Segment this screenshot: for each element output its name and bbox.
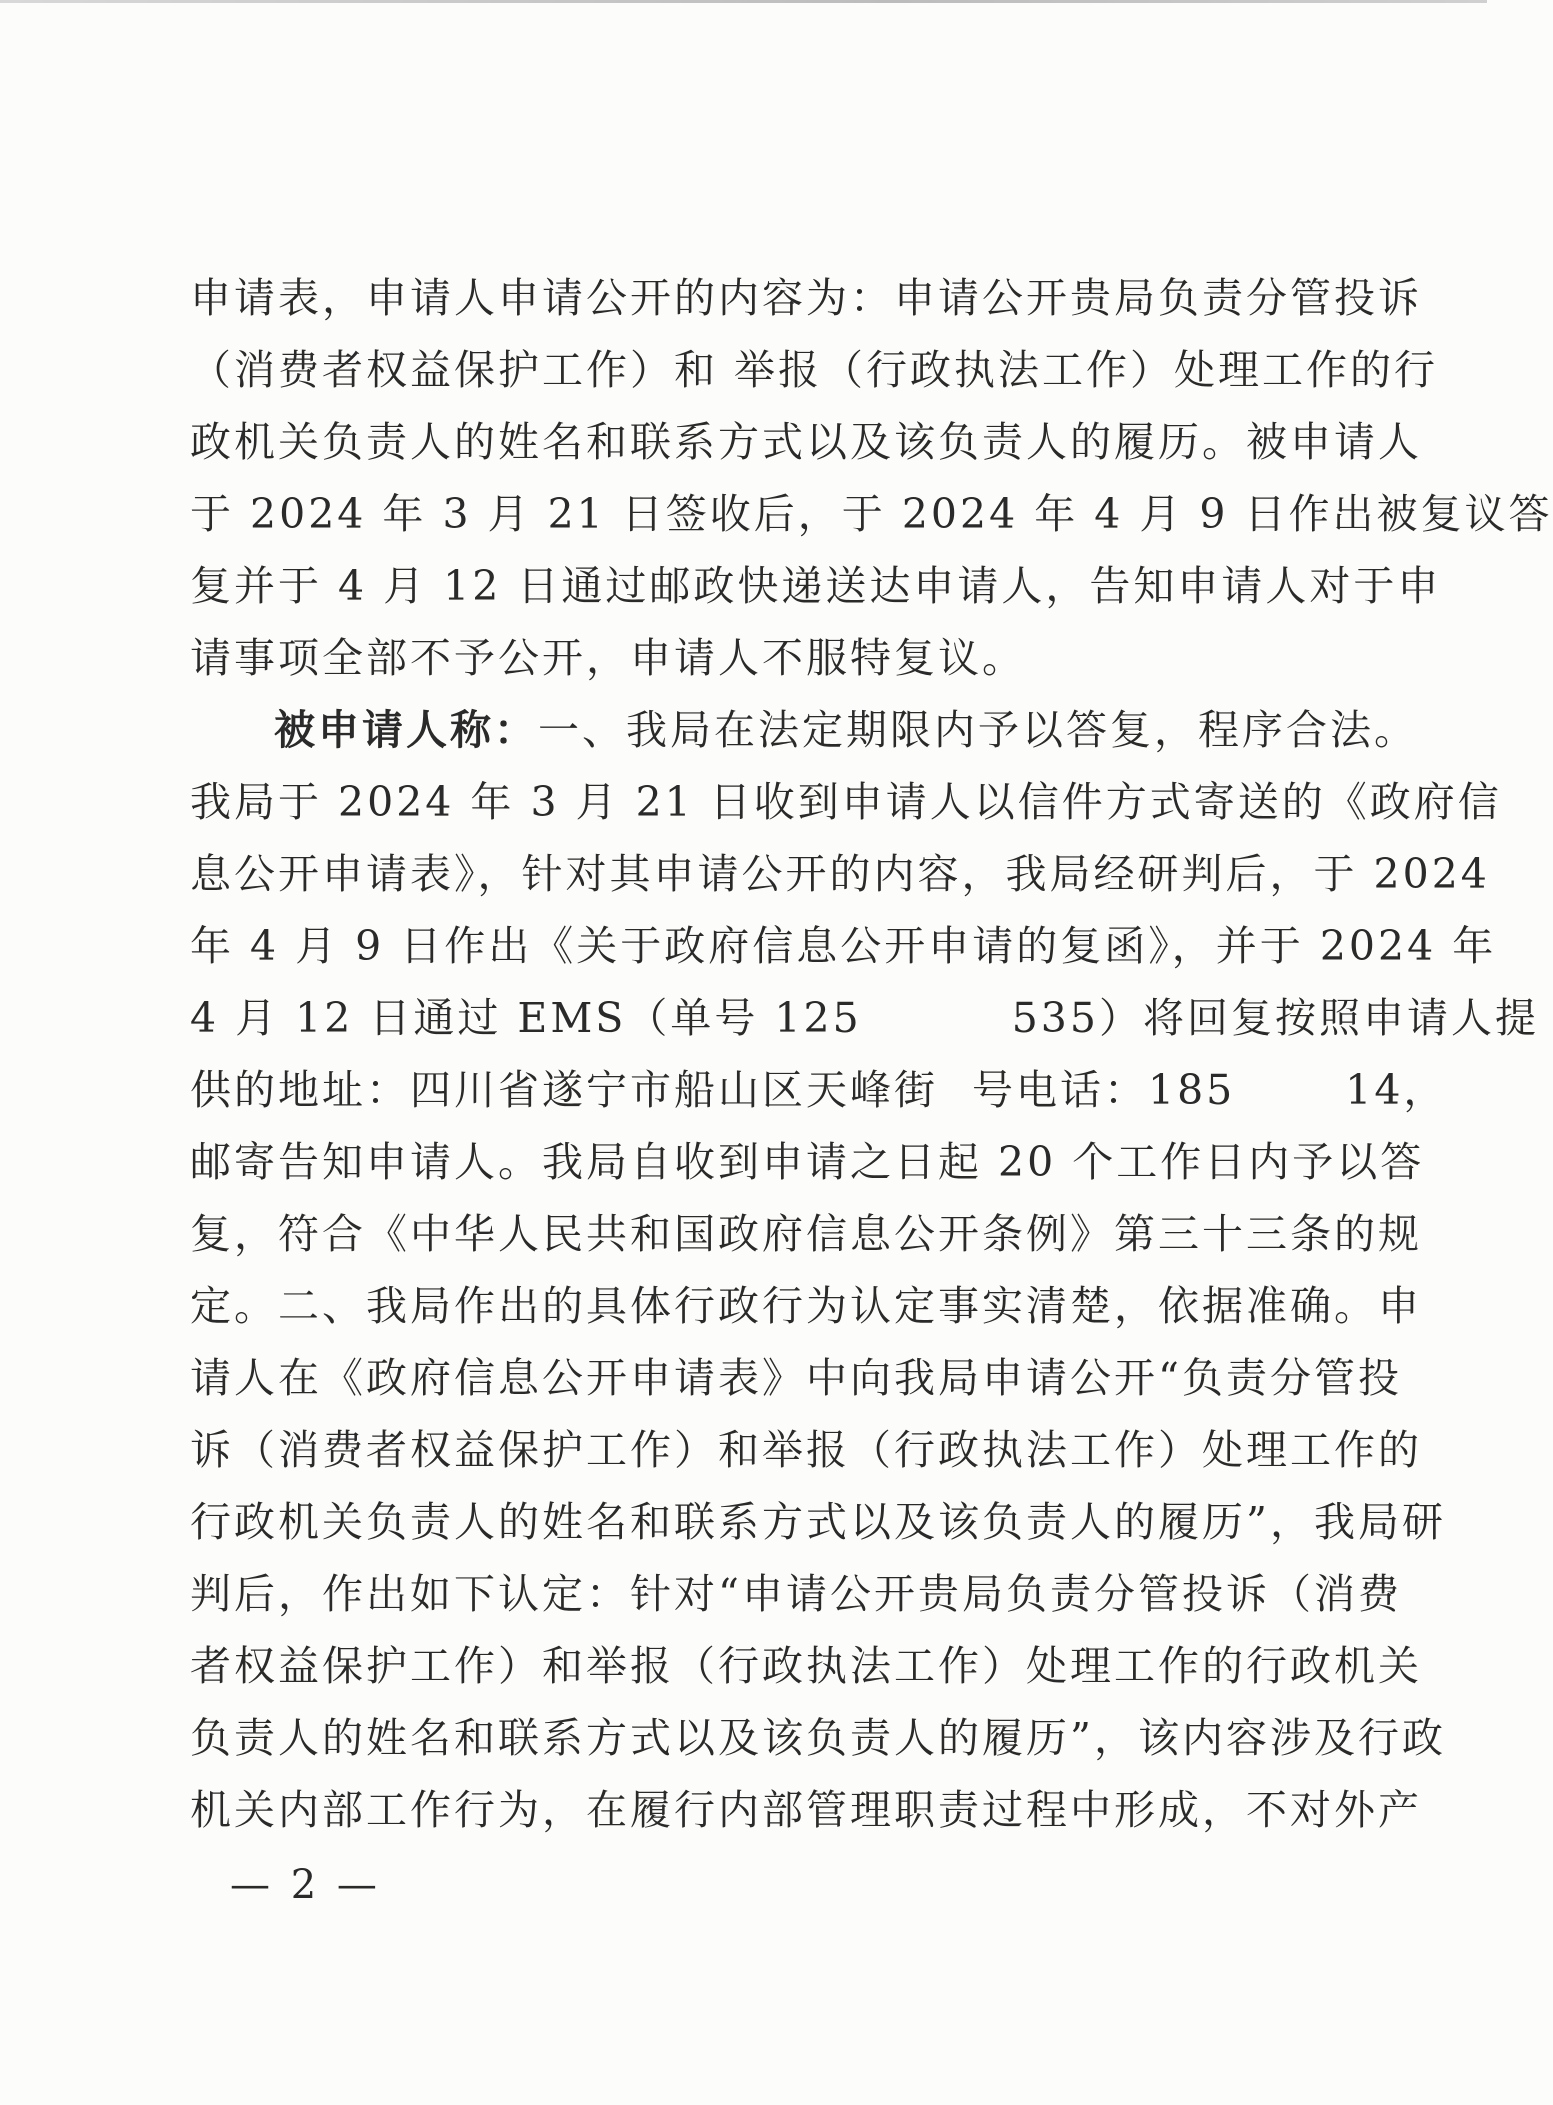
paragraph-2-line-5 <box>190 982 1539 1054</box>
paragraph-2-line-14: 者权益保护工作）和举报（行政执法工作）处理工作的行政机关 <box>190 1642 1422 1690</box>
paragraph-2-line-8: 复，符合《中华人民共和国政府信息公开条例》第三十三条的规 <box>190 1210 1422 1258</box>
paragraph-2-line-2: 我局于 2024 年 3 月 21 日收到申请人以信件方式寄送的《政府信 <box>190 778 1502 826</box>
respondent-statement-label: 被申请人称： <box>274 706 538 754</box>
phone-text-start: 号电话：185 <box>972 1066 1236 1114</box>
paragraph-2-line-1 <box>190 694 1418 766</box>
paragraph-2-line-13: 判后，作出如下认定：针对“申请公开贵局负责分管投诉（消费 <box>190 1570 1402 1618</box>
paragraph-2-line-6 <box>190 1054 1448 1126</box>
paragraph-1-line-6: 请事项全部不予公开，申请人不服特复议。 <box>190 634 1026 682</box>
ems-line-start: 4 月 12 日通过 EMS（单号 125 <box>190 994 862 1042</box>
paragraph-2-line-15: 负责人的姓名和联系方式以及该负责人的履历”，该内容涉及行政 <box>190 1714 1446 1762</box>
page-number: — 2 — <box>230 1862 381 1908</box>
ems-line-end: 535）将回复按照申请人提 <box>1011 994 1539 1042</box>
paragraph-2-line-16: 机关内部工作行为，在履行内部管理职责过程中形成，不对外产 <box>190 1786 1422 1834</box>
paragraph-2-line-9: 定。二、我局作出的具体行政行为认定事实清楚，依据准确。申 <box>190 1282 1422 1330</box>
paragraph-2-line-4: 年 4 月 9 日作出《关于政府信息公开申请的复函》，并于 2024 年 <box>190 922 1497 970</box>
paragraph-1-line-5: 复并于 4 月 12 日通过邮政快递送达申请人，告知申请人对于申 <box>190 562 1442 610</box>
top-edge-rule <box>0 0 1487 3</box>
paragraph-2-line-10: 请人在《政府信息公开申请表》中向我局申请公开“负责分管投 <box>190 1354 1402 1402</box>
paragraph-1-line-1: 申请表，申请人申请公开的内容为：申请公开贵局负责分管投诉 <box>190 274 1422 322</box>
paragraph-1-line-3: 政机关负责人的姓名和联系方式以及该负责人的履历。被申请人 <box>190 418 1422 466</box>
paragraph-1-line-2: （消费者权益保护工作）和 举报（行政执法工作）处理工作的行 <box>190 346 1439 394</box>
paragraph-2-line-12: 行政机关负责人的姓名和联系方式以及该负责人的履历”，我局研 <box>190 1498 1446 1546</box>
paragraph-1-line-4: 于 2024 年 3 月 21 日签收后，于 2024 年 4 月 9 日作出被复议答 <box>190 490 1553 538</box>
paragraph-2-line-7: 邮寄告知申请人。我局自收到申请之日起 20 个工作日内予以答 <box>190 1138 1425 1186</box>
paragraph-2-line-1-text: 一、我局在法定期限内予以答复，程序合法。 <box>538 706 1418 754</box>
phone-text-end: 14， <box>1345 1066 1448 1114</box>
address-text: 供的地址：四川省遂宁市船山区天峰街 <box>190 1066 938 1114</box>
document-body <box>190 262 1553 1846</box>
paragraph-2-line-3: 息公开申请表》，针对其申请公开的内容，我局经研判后，于 2024 <box>190 850 1490 898</box>
paragraph-2-line-11: 诉（消费者权益保护工作）和举报（行政执法工作）处理工作的 <box>190 1426 1422 1474</box>
